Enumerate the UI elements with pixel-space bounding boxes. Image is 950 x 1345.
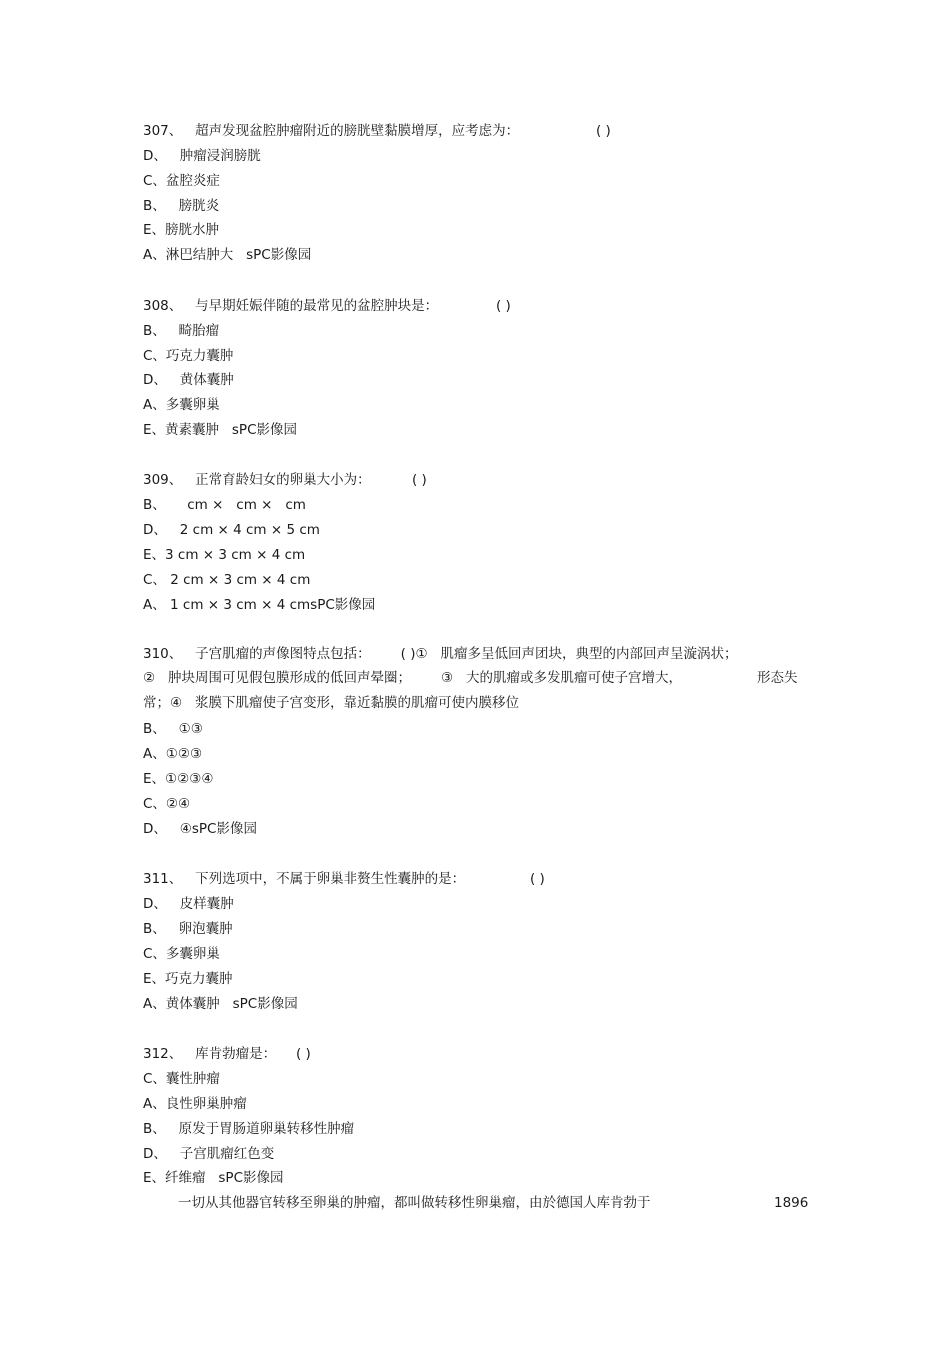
question-310-option: D、 ④sPC影像园 [143, 821, 257, 837]
question-307-option: B、 膀胱炎 [143, 198, 220, 214]
question-312-answer-paren: ( ) [296, 1046, 311, 1062]
question-310-stem-tail: 形态失 [757, 670, 798, 686]
question-310-stem-line: 310、 子宫肌瘤的声像图特点包括： ( )① 肌瘤多呈低回声团块，典型的内部回声呈漩涡状； [143, 646, 738, 662]
explanation-text: 一切从其他器官转移至卵巢的肿瘤，都叫做转移性卵巢瘤，由於德国人库肯勃于 [178, 1195, 651, 1211]
question-308-option: B、 畸胎瘤 [143, 323, 220, 339]
question-311-option: D、 皮样囊肿 [143, 896, 234, 912]
explanation-year: 1896 [774, 1195, 809, 1211]
question-308-stem: 308、 与早期妊娠伴随的最常见的盆腔肿块是： [143, 298, 439, 314]
question-310-stem-line: 常；④ 浆膜下肌瘤使子宫变形，靠近黏膜的肌瘤可使内膜移位 [143, 695, 519, 711]
question-312-stem: 312、 库肯勃瘤是： [143, 1046, 277, 1062]
question-312-option: B、 原发于胃肠道卵巢转移性肿瘤 [143, 1121, 355, 1137]
question-309-option: C、 2 cm × 3 cm × 4 cm [143, 572, 311, 588]
question-310-option: E、①②③④ [143, 771, 214, 787]
question-307-stem: 307、 超声发现盆腔肿瘤附近的膀胱壁黏膜增厚，应考虑为： [143, 123, 520, 139]
question-311-answer-paren: ( ) [530, 871, 545, 887]
question-312-option: C、囊性肿瘤 [143, 1071, 220, 1087]
question-310-option: C、②④ [143, 796, 191, 812]
question-311-stem: 311、 下列选项中，不属于卵巢非赘生性囊肿的是： [143, 871, 466, 887]
question-308-option: D、 黄体囊肿 [143, 372, 234, 388]
question-308-option: C、巧克力囊肿 [143, 348, 234, 364]
question-309-option: D、 2 cm × 4 cm × 5 cm [143, 522, 320, 538]
question-307-option: D、 肿瘤浸润膀胱 [143, 148, 261, 164]
question-311-option: E、巧克力囊肿 [143, 971, 233, 987]
question-307-option: C、盆腔炎症 [143, 173, 220, 189]
question-311-option: B、 卵泡囊肿 [143, 921, 233, 937]
question-309-answer-paren: ( ) [412, 472, 427, 488]
question-312-option: E、纤维瘤 sPC影像园 [143, 1170, 284, 1186]
question-308-option: E、黄素囊肿 sPC影像园 [143, 422, 298, 438]
question-310-option: B、 ①③ [143, 721, 203, 737]
question-309-option: A、 1 cm × 3 cm × 4 cmsPC影像园 [143, 597, 376, 613]
question-307-option: E、膀胱水肿 [143, 222, 220, 238]
question-312-option: A、良性卵巢肿瘤 [143, 1096, 247, 1112]
question-308-answer-paren: ( ) [496, 298, 511, 314]
question-311-option: A、黄体囊肿 sPC影像园 [143, 996, 298, 1012]
question-309-stem: 309、 正常育龄妇女的卵巢大小为： [143, 472, 371, 488]
question-308-option: A、多囊卵巢 [143, 397, 220, 413]
question-312-option: D、 子宫肌瘤红色变 [143, 1146, 275, 1162]
question-311-option: C、多囊卵巢 [143, 946, 220, 962]
question-309-option: B、 cm × cm × cm [143, 497, 306, 513]
question-309-option: E、3 cm × 3 cm × 4 cm [143, 547, 306, 563]
question-310-stem-line: ② 肿块周围可见假包膜形成的低回声晕圈； ③ 大的肌瘤或多发肌瘤可使子宫增大， [143, 670, 682, 686]
question-307-answer-paren: ( ) [596, 123, 611, 139]
question-307-option: A、淋巴结肿大 sPC影像园 [143, 247, 312, 263]
question-310-option: A、①②③ [143, 746, 203, 762]
